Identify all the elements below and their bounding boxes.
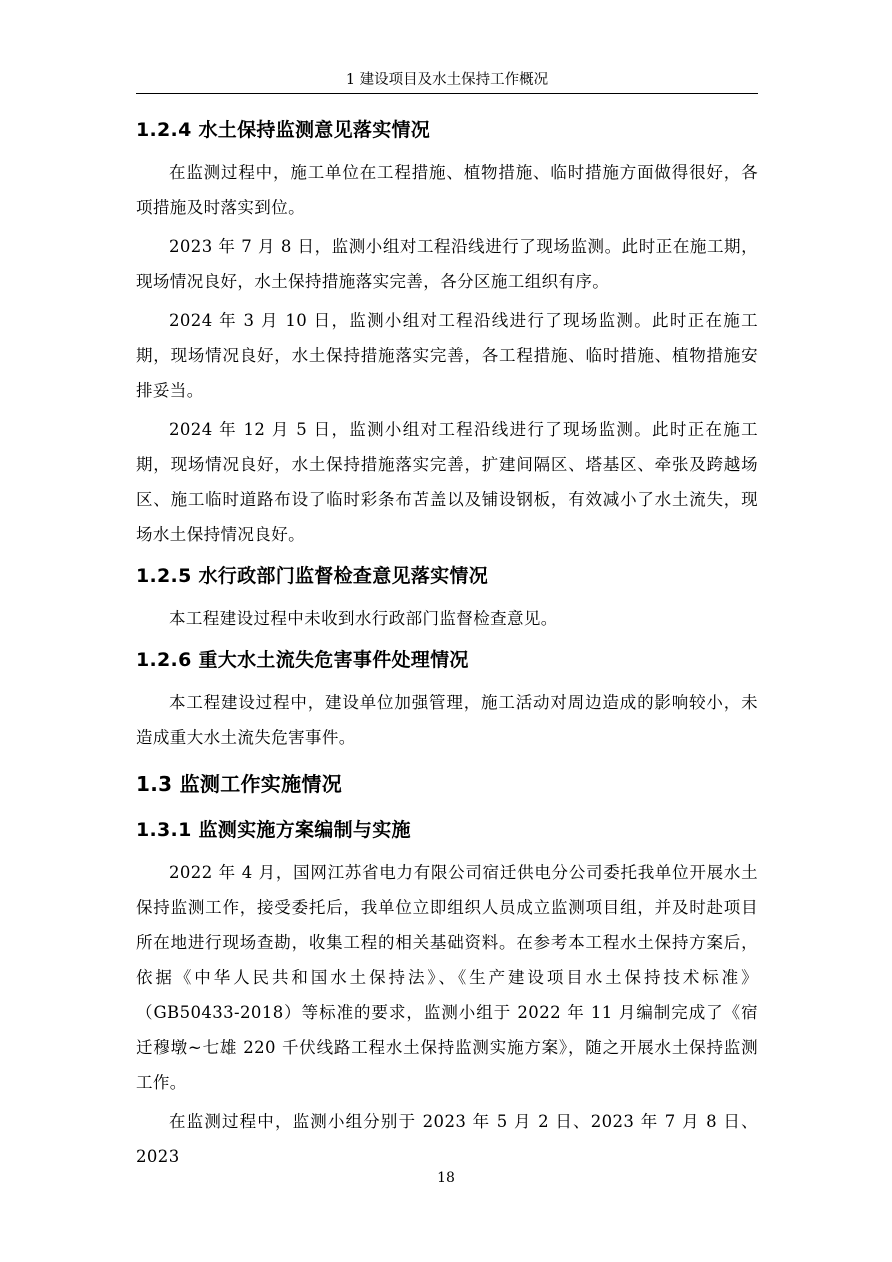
paragraph: 本工程建设过程中未收到水行政部门监督检查意见。 — [169, 609, 558, 628]
section-heading-1-3: 1.3 监测工作实施情况 — [136, 772, 342, 796]
page-number: 18 — [437, 1170, 455, 1186]
section-heading-1-2-6: 1.2.6 重大水土流失危害事件处理情况 — [136, 649, 469, 671]
section-heading-1-3-1: 1.3.1 监测实施方案编制与实施 — [136, 819, 411, 841]
paragraph: 2024 年 12 月 5 日，监测小组对工程沿线进行了现场监测。此时正在施工期，现场情况良好，水土保持措施落实完善，扩建间隔区、塔基区、牵张及跨越场区、施工临时道路布设了临时彩条布苫盖以及铺设钢板，有效减小了水土流失，现场水土保持情况良好。 — [136, 420, 758, 544]
page-body — [136, 106, 758, 1178]
paragraph: 2022 年 4 月，国网江苏省电力有限公司宿迁供电分公司委托我单位开展水土保持监测工作，接受委托后，我单位立即组织人员成立监测项目组，并及时赴项目所在地进行现场查勘，收集工程的相关基础资料。在参考本工程水土保持方案后，依据《中华人民共和国水土保持法》、《生产建设项目水土保持技术标准》（GB50433-2018）等标准的要求，监测小组于 2022 年 11 月编制完成了《宿迁穆墩~七雄 220 千伏线路工程水土保持监测实施方案》，随之开展水土保持监测工作。 — [136, 863, 758, 1092]
section-heading-1-2-4: 1.2.4 水土保持监测意见落实情况 — [136, 119, 431, 141]
running-header: 1 建设项目及水土保持工作概况 — [345, 72, 549, 88]
paragraph: 在监测过程中，监测小组分别于 2023 年 5 月 2 日、2023 年 7 月 8 日、2023 — [136, 1112, 758, 1166]
paragraph: 在监测过程中，施工单位在工程措施、植物措施、临时措施方面做得很好，各项措施及时落实到位。 — [136, 163, 758, 217]
header-rule — [136, 93, 758, 94]
paragraph: 本工程建设过程中，建设单位加强管理，施工活动对周边造成的影响较小，未造成重大水土流失危害事件。 — [136, 693, 758, 747]
paragraph: 2024 年 3 月 10 日，监测小组对工程沿线进行了现场监测。此时正在施工期，现场情况良好，水土保持措施落实完善，各工程措施、临时措施、植物措施安排妥当。 — [136, 311, 758, 400]
paragraph: 2023 年 7 月 8 日，监测小组对工程沿线进行了现场监测。此时正在施工期，现场情况良好，水土保持措施落实完善，各分区施工组织有序。 — [136, 237, 758, 291]
section-heading-1-2-5: 1.2.5 水行政部门监督检查意见落实情况 — [136, 565, 489, 587]
